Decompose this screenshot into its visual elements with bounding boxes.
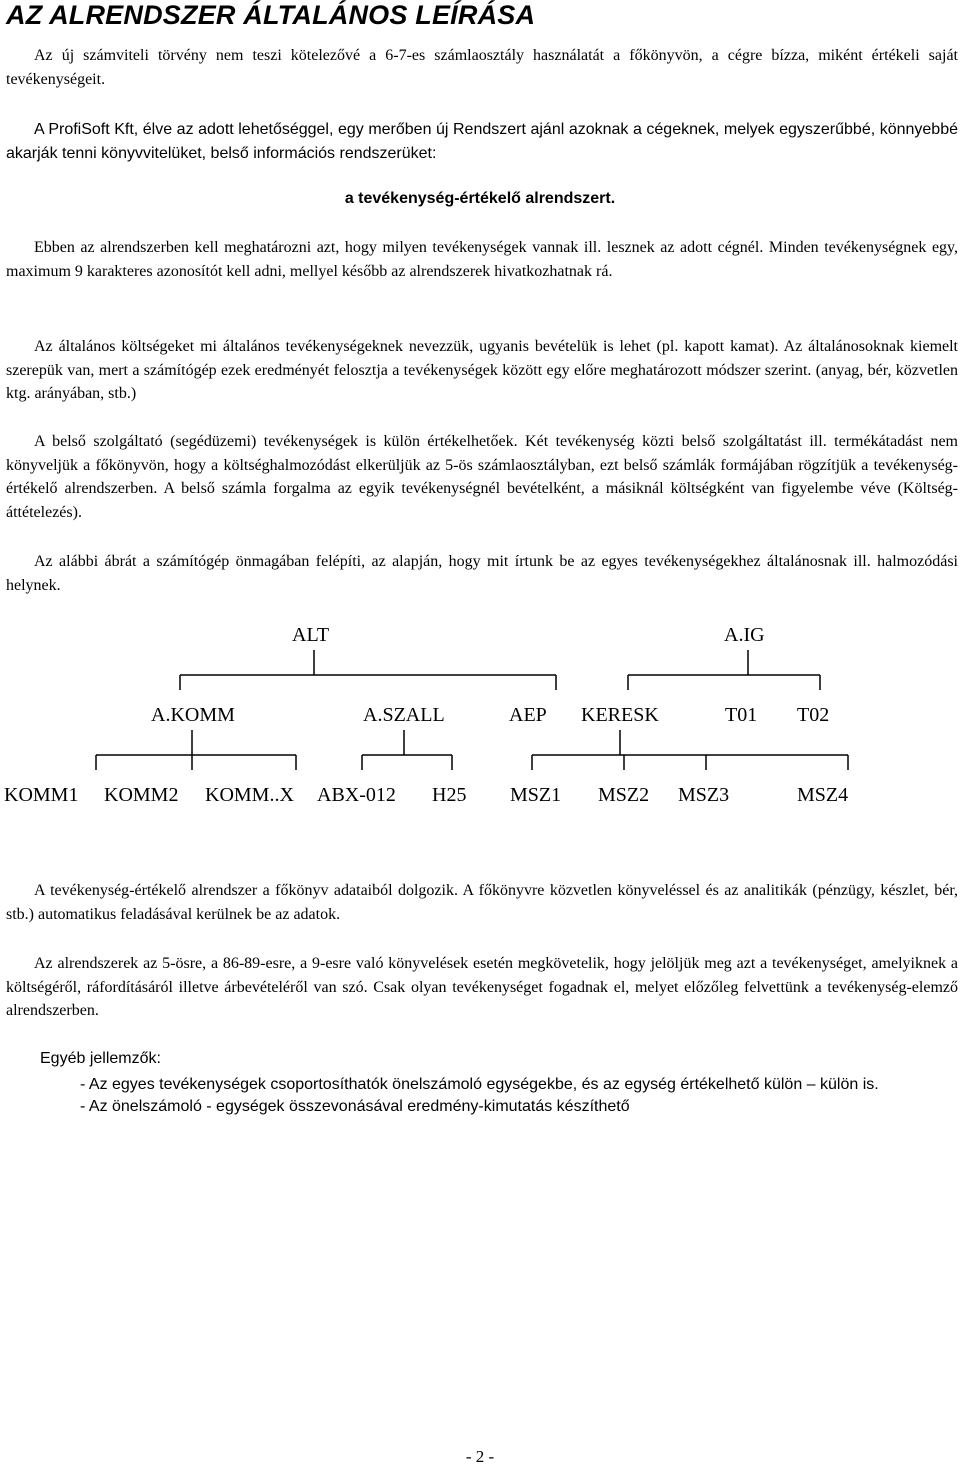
paragraph-profisoft: A ProfiSoft Kft, élve az adott lehetőséggel, egy merőben új Rendszert ajánl azoknak a cégeknek, melyek egyszerűbbé, könnyebbé akarják tenni könyvvitelüket, belső információs rendszerüket: [6,121,958,162]
paragraph-intro: Az új számviteli törvény nem teszi kötelezővé a 6-7-es számlaosztály használatát a főkönyvön, a cégre bízza, miként értékeli saját tevékenységeit. [6,47,958,88]
tree-node-komm1: KOMM1 [4,784,79,806]
list-item: - Az egyes tevékenységek csoportosíthatók önelszámoló egységekbe, és az egység értékelhető külön – külön is. [80,1076,879,1093]
list-item: - Az önelszámoló - egységek összevonásával eredmény-kimutatás készíthető [80,1098,630,1115]
tree-node-msz2: MSZ2 [598,784,650,806]
features-list [40,1048,958,1118]
activity-tree-diagram [0,610,960,825]
paragraph-activities: Ebben az alrendszerben kell meghatározni azt, hogy milyen tevékenységek vannak ill. lesznek az adott cégnél. Minden tevékenységnek egy, maximum 9 karakteres azonosítót kell adni, mellyel később az alrendszerek hivatkozhatnak rá. [6,239,958,280]
tree-node-keresk: KERESK [581,704,659,726]
paragraph-internal-services: A belső szolgáltató (segédüzemi) tevékenységek is külön értékelhetőek. Két tevékenység közti belső szolgáltatást ill. termékátadást nem könyveljük a főkönyvön, hogy a költséghalmozódást elkerüljük az 5-ös számlaosztályban, ezt belső számlák formájában rögzítjük a tevékenység-értékelő alrendszerben. A belső számla forgalma az egyik tevékenységnél bevételként, a másiknál költségként van figyelembe véve (Költség-áttételezés). [6,433,958,521]
tree-node-msz1: MSZ1 [510,784,562,806]
tree-node-msz4: MSZ4 [797,784,849,806]
tree-node-t02: T02 [797,704,830,726]
tree-node-komm2: KOMM2 [104,784,179,806]
tree-node-aig: A.IG [724,624,765,646]
tree-node-akomm: A.KOMM [151,704,235,726]
tree-node-msz3: MSZ3 [678,784,730,806]
tree-node-kommx: KOMM..X [205,784,294,806]
paragraph-postings: Az alrendszerek az 5-ösre, a 86-89-esre, a 9-esre való könyvelések esetén megkövetelik, hogy jelöljük meg azt a tevékenységet, amelyiknek a költségéről, ráfordításáról illetve árbevételéről van szó. Csak olyan tevékenységet fogadnak el, melyet előzőleg felvettünk a tevékenység-elemző alrendszerben. [6,955,958,1019]
paragraph-ledger: A tevékenység-értékelő alrendszer a főkönyv adataiból dolgozik. A főkönyvre közvetlen könyveléssel és az analitikák (pénzügy, készlet, bér, stb.) automatikus feladásával kerülnek be az adatok. [6,882,958,923]
tree-node-h25: H25 [432,784,467,806]
highlight-subsystem: a tevékenység-értékelő alrendszert. [344,190,616,207]
tree-node-abx012: ABX-012 [317,784,396,806]
tree-node-aep: AEP [509,704,547,726]
tree-node-t01: T01 [725,704,758,726]
tree-node-aszall: A.SZALL [363,704,445,726]
tree-node-alt: ALT [292,624,330,646]
paragraph-general-costs: Az általános költségeket mi általános tevékenységeknek nevezzük, ugyanis bevételük is lehet (pl. kapott kamat). Az általánosoknak kiemelt szerepük van, mert a számítógép ezek eredményét felosztja a tevékenységek között egy előre meghatározott módszer szerint. (anyag, bér, közvetlen ktg. arányában, stb.) [6,338,958,402]
page-number: - 2 - [465,1447,495,1466]
features-label: Egyéb jellemzők: [40,1050,161,1067]
page-title: AZ ALRENDSZER ÁLTALÁNOS LEÍRÁSA [6,0,536,30]
paragraph-diagram-intro: Az alábbi ábrát a számítógép önmagában felépíti, az alapján, hogy mit írtunk be az egyes tevékenységekhez általánosnak ill. halmozódási helynek. [6,553,958,594]
